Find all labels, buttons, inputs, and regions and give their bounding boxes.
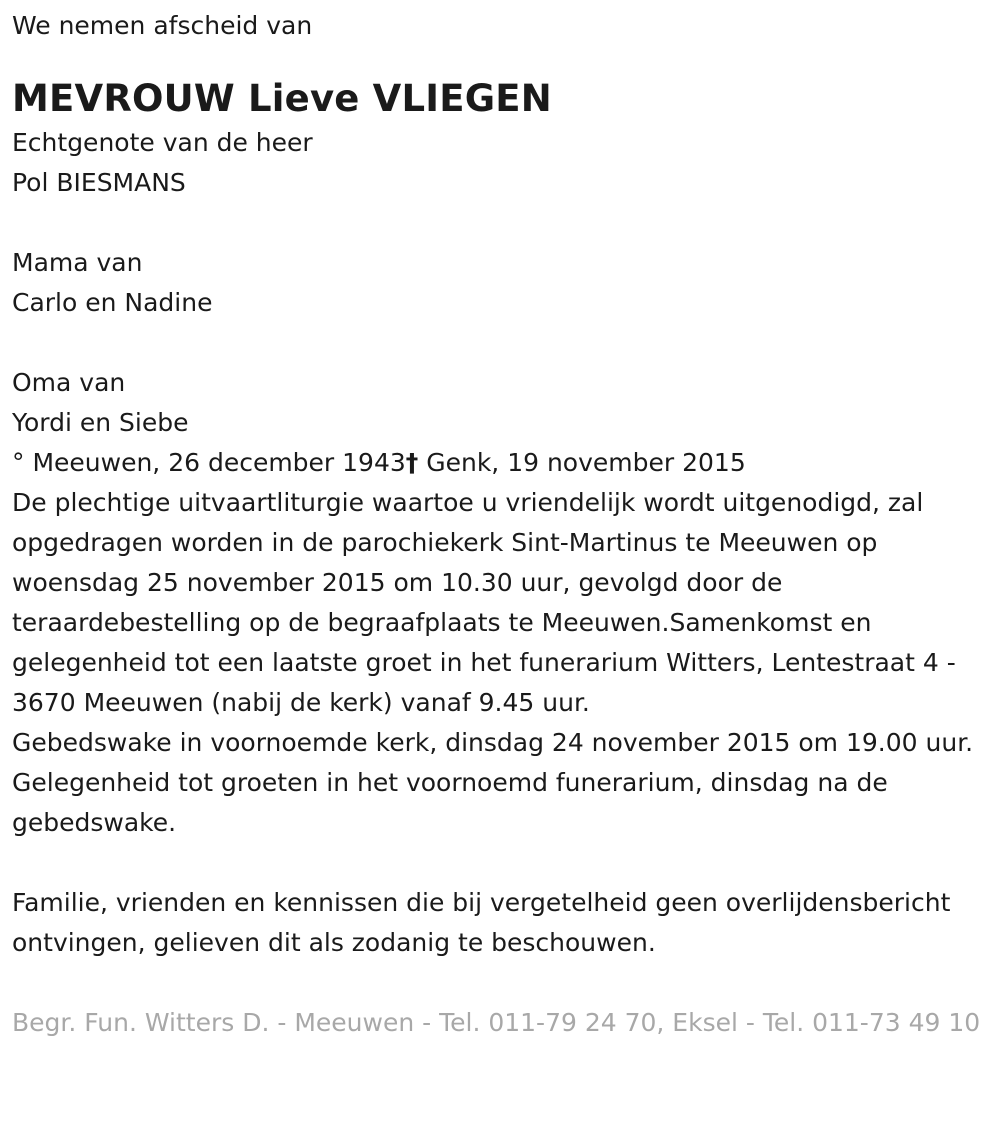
birth-death-dates <box>12 443 988 483</box>
mother-label: Mama van <box>12 248 143 277</box>
funeral-details: De plechtige uitvaartliturgie waartoe u vriendelijk wordt uitgenodigd, zal opgedragen worden in de parochiekerk Sint-Martinus te Meeuwen op woensdag 25 november 2015 om 10.30 uur, gevolgd door de teraardebestelling op de begraafplaats te Meeuwen.Samenkomst en gelegenheid tot een laatste groet in het funerarium Witters, Lentestraat 4 - 3670 Meeuwen (nabij de kerk) vanaf 9.45 uur. <box>12 488 956 717</box>
spouse-label: Echtgenote van de heer <box>12 128 313 157</box>
spacer <box>12 203 988 243</box>
spacer <box>12 843 988 883</box>
deceased-name: MEVROUW Lieve VLIEGEN <box>12 77 552 120</box>
grandchildren-names: Yordi en Siebe <box>12 408 189 437</box>
closing-text: Familie, vrienden en kennissen die bij vergetelheid geen overlijdensbericht ontvingen, gelieven dit als zodanig te beschouwen. <box>12 888 951 957</box>
greeting-details: Gelegenheid tot groeten in het voornoemd funerarium, dinsdag na de gebedswake. <box>12 768 888 837</box>
funeral-home-footer: Begr. Fun. Witters D. - Meeuwen - Tel. 011-79 24 70, Eksel - Tel. 011-73 49 10 <box>12 1008 981 1037</box>
children-names: Carlo en Nadine <box>12 288 213 317</box>
spacer <box>12 323 988 363</box>
cross-icon: † <box>405 448 419 477</box>
wake-details: Gebedswake in voornoemde kerk, dinsdag 24 november 2015 om 19.00 uur. <box>12 728 974 757</box>
spacer <box>12 963 988 1003</box>
birth-date: ° Meeuwen, 26 december 1943 <box>12 448 406 477</box>
death-date: Genk, 19 november 2015 <box>418 448 746 477</box>
spouse-name: Pol BIESMANS <box>12 168 186 197</box>
intro-text: We nemen afscheid van <box>12 11 313 40</box>
grandmother-label: Oma van <box>12 368 126 397</box>
